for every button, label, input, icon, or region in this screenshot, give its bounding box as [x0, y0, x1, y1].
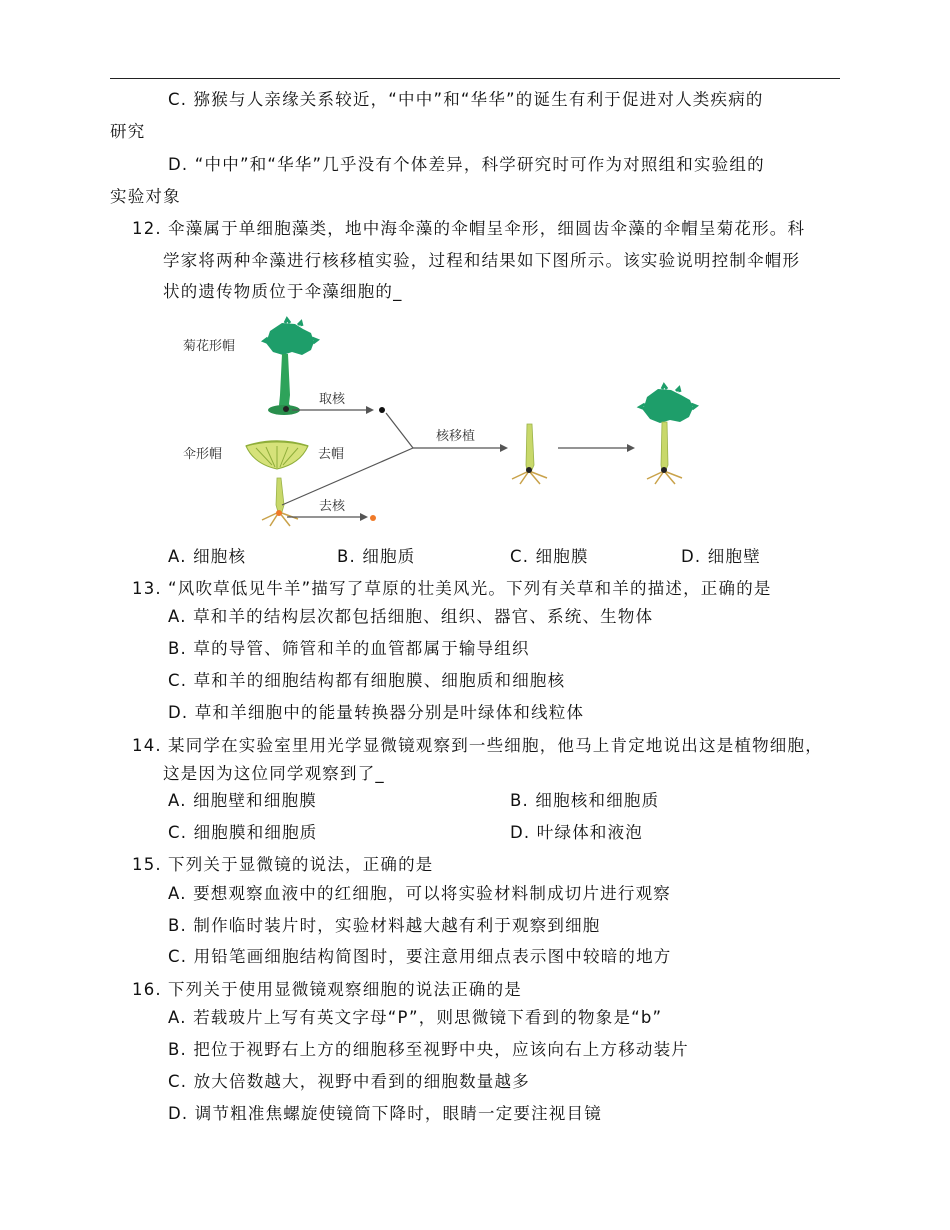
q12-stem-line1: 伞藻属于单细胞藻类，地中海伞藻的伞帽呈伞形，细圆齿伞藻的伞帽呈菊花形。科 — [168, 219, 806, 238]
q13-option-a[interactable]: A. 草和羊的结构层次都包括细胞、组织、器官、系统、生物体 — [168, 607, 654, 626]
q15-option-c[interactable]: C. 用铅笔画细胞结构简图时，要注意用细点表示图中较暗的地方 — [168, 947, 672, 966]
q11-option-c-line1: C. 猕猴与人亲缘关系较近，“中中”和“华华”的诞生有利于促进对人类疾病的 — [168, 90, 764, 109]
isolated-nucleus — [379, 407, 385, 413]
q12-option-c[interactable]: C. 细胞膜 — [510, 547, 589, 566]
q14-option-b[interactable]: B. 细胞核和细胞质 — [510, 791, 660, 810]
transplanted-stalk — [512, 424, 547, 484]
label-take-nucleus: 取核 — [319, 392, 346, 407]
q14-number: 14. — [132, 736, 162, 755]
q14-stem-line1: 某同学在实验室里用光学显微镜观察到一些细胞，他马上肯定地说出这是植物细胞， — [168, 736, 823, 755]
q13-stem: “风吹草低见牛羊”描写了草原的壮美风光。下列有关草和羊的描述，正确的是 — [168, 579, 772, 598]
q16-option-a[interactable]: A. 若载玻片上写有英文字母“P”，则思微镜下看到的物象是“b” — [168, 1008, 663, 1027]
q12-number: 12. — [132, 219, 162, 238]
removed-nucleus — [370, 515, 376, 521]
label-nuclear-transplant: 核移植 — [436, 429, 476, 444]
q15-stem: 下列关于显微镜的说法，正确的是 — [168, 855, 434, 874]
result-alga-chrysanthemum-cap — [640, 385, 696, 484]
label-remove-cap: 去帽 — [318, 447, 345, 462]
q12-option-d[interactable]: D. 细胞壁 — [681, 547, 761, 566]
q12-option-a[interactable]: A. 细胞核 — [168, 547, 247, 566]
q15-option-a[interactable]: A. 要想观察血液中的红细胞，可以将实验材料制成切片进行观察 — [168, 884, 671, 903]
q11-option-d-line2: 实验对象 — [110, 187, 181, 206]
q14-option-c[interactable]: C. 细胞膜和细胞质 — [168, 823, 318, 842]
q12-stem-line2: 学家将两种伞藻进行核移植实验，过程和结果如下图所示。该实验说明控制伞帽形 — [163, 251, 801, 270]
label-chrysanthemum-cap: 菊花形帽 — [183, 339, 236, 354]
q16-option-b[interactable]: B. 把位于视野右上方的细胞移至视野中央，应该向右上方移动装片 — [168, 1040, 690, 1059]
q16-stem: 下列关于使用显微镜观察细胞的说法正确的是 — [168, 980, 522, 999]
q15-number: 15. — [132, 855, 162, 874]
umbrella-cap — [246, 441, 308, 469]
q14-option-a[interactable]: A. 细胞壁和细胞膜 — [168, 791, 317, 810]
q12-option-b[interactable]: B. 细胞质 — [337, 547, 416, 566]
q14-stem-line2: 这是因为这位同学观察到了_ — [163, 764, 385, 783]
label-remove-nucleus: 去核 — [319, 499, 346, 514]
q11-option-c-line2: 研究 — [110, 122, 146, 141]
q14-option-d[interactable]: D. 叶绿体和液泡 — [510, 823, 643, 842]
umbrella-stalk-with-rhizoid — [262, 478, 298, 526]
q11-option-d-line1: D. “中中”和“华华”几乎没有个体差异，科学研究时可作为对照组和实验组的 — [168, 155, 765, 174]
chrysanthemum-cap-alga — [264, 319, 317, 415]
q12-stem-line3: 状的遗传物质位于伞藻细胞的_ — [163, 282, 403, 301]
q13-option-b[interactable]: B. 草的导管、筛管和羊的血管都属于输导组织 — [168, 639, 530, 658]
label-umbrella-cap: 伞形帽 — [183, 447, 223, 462]
q16-number: 16. — [132, 980, 162, 999]
q15-option-b[interactable]: B. 制作临时装片时，实验材料越大越有利于观察到细胞 — [168, 916, 601, 935]
q13-option-d[interactable]: D. 草和羊细胞中的能量转换器分别是叶绿体和线粒体 — [168, 703, 585, 722]
q16-option-c[interactable]: C. 放大倍数越大，视野中看到的细胞数量越多 — [168, 1072, 530, 1091]
q16-option-d[interactable]: D. 调节粗准焦螺旋使镜筒下降时，眼睛一定要注视目镜 — [168, 1104, 602, 1123]
q13-number: 13. — [132, 579, 162, 598]
q13-option-c[interactable]: C. 草和羊的细胞结构都有细胞膜、细胞质和细胞核 — [168, 671, 566, 690]
